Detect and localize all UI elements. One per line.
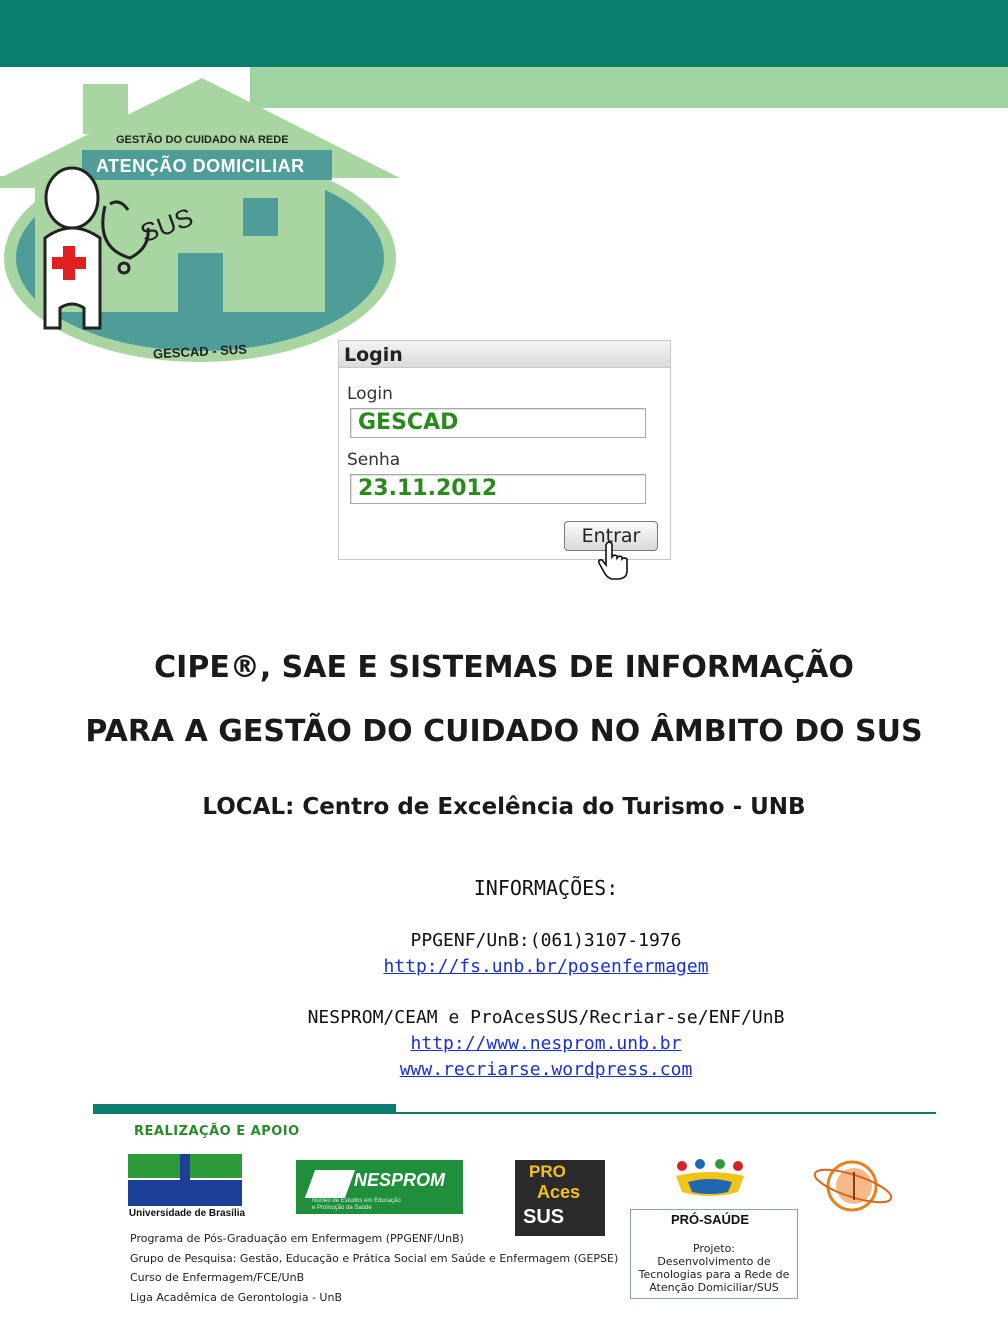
logo-sus-text: SUS bbox=[136, 201, 197, 249]
credit-item: Grupo de Pesquisa: Gestão, Educação e Prática Social em Saúde e Enfermagem (GEPSE) bbox=[130, 1251, 619, 1265]
login-input[interactable]: GESCAD bbox=[350, 408, 646, 438]
footer-divider-thin bbox=[396, 1112, 936, 1114]
nesprom-logo-mark bbox=[305, 1170, 355, 1198]
credits-list bbox=[130, 1229, 618, 1307]
credit-item: Liga Acadêmica de Gerontologia - UnB bbox=[130, 1290, 342, 1304]
project-label: Projeto: bbox=[692, 1242, 736, 1255]
top-banner-dark bbox=[0, 0, 1008, 67]
nesprom-sub-2: e Promoção da Saúde bbox=[312, 1205, 372, 1211]
ppgenf-phone: PPGENF/UnB:(061)3107-1976 bbox=[410, 930, 682, 951]
project-box bbox=[630, 1209, 798, 1299]
footer-divider-dark bbox=[93, 1104, 396, 1114]
project-line-3: Tecnologias para a Rede de bbox=[638, 1268, 790, 1281]
enter-button[interactable]: Entrar bbox=[564, 521, 658, 551]
headline-line-1: CIPE®, SAE E SISTEMAS DE INFORMAÇÃO bbox=[154, 650, 854, 685]
logo-caption-bottom: GESCAD - SUS bbox=[152, 341, 248, 362]
nesprom-logo-subtitle bbox=[312, 1198, 401, 1212]
nesprom-logo bbox=[296, 1160, 463, 1214]
gerontology-league-logo bbox=[810, 1158, 896, 1216]
event-location: LOCAL: Centro de Excelência do Turismo - UNB bbox=[202, 794, 806, 820]
proacessus-pro: PRO bbox=[529, 1162, 566, 1181]
pro-saude-label: PRÓ-SAÚDE bbox=[670, 1212, 749, 1227]
login-panel-title: Login bbox=[344, 344, 403, 366]
project-line-2: Desenvolvimento de bbox=[657, 1255, 771, 1268]
unb-label: Universidade de Brasília bbox=[128, 1208, 246, 1219]
credit-item: Curso de Enfermagem/FCE/UnB bbox=[130, 1271, 305, 1284]
login-panel-header bbox=[339, 341, 670, 368]
gescad-house-logo bbox=[0, 78, 405, 370]
nesprom-link[interactable]: http://www.nesprom.unb.br bbox=[410, 1033, 682, 1054]
hand-cursor-icon bbox=[597, 541, 633, 581]
pro-saude-logo bbox=[672, 1158, 748, 1210]
proacessus-logo bbox=[515, 1160, 605, 1236]
proacessus-aces: Aces bbox=[537, 1182, 581, 1202]
ppgenf-link[interactable]: http://fs.unb.br/posenfermagem bbox=[383, 956, 709, 977]
password-input[interactable]: 23.11.2012 bbox=[350, 474, 646, 504]
logo-caption-main: ATENÇÃO DOMICILIAR bbox=[96, 156, 305, 176]
info-heading: INFORMAÇÕES: bbox=[473, 876, 619, 900]
unb-logo bbox=[128, 1154, 242, 1206]
nesprom-logo-text: NESPROM bbox=[354, 1170, 446, 1190]
support-section-title: REALIZAÇÃO E APOIO bbox=[134, 1124, 300, 1139]
nesprom-sub-1: Núcleo de Estudos em Educação bbox=[312, 1198, 401, 1204]
logo-caption-top: GESTÃO DO CUIDADO NA REDE bbox=[116, 134, 289, 146]
login-panel bbox=[338, 340, 671, 560]
headline-line-2: PARA A GESTÃO DO CUIDADO NO ÂMBITO DO SUS bbox=[85, 714, 923, 749]
login-label: Login bbox=[347, 384, 393, 404]
top-banner-divider bbox=[250, 63, 1008, 67]
recriarse-link[interactable]: www.recriarse.wordpress.com bbox=[399, 1059, 693, 1080]
proacessus-sus: SUS bbox=[523, 1206, 565, 1228]
credit-item: Programa de Pós-Graduação em Enfermagem (PPGENF/UnB) bbox=[130, 1232, 464, 1245]
password-label: Senha bbox=[347, 450, 401, 470]
nesprom-line: NESPROM/CEAM e ProAcesSUS/Recriar-se/ENF/UnB bbox=[307, 1007, 785, 1028]
project-line-4: Atenção Domiciliar/SUS bbox=[649, 1281, 779, 1294]
